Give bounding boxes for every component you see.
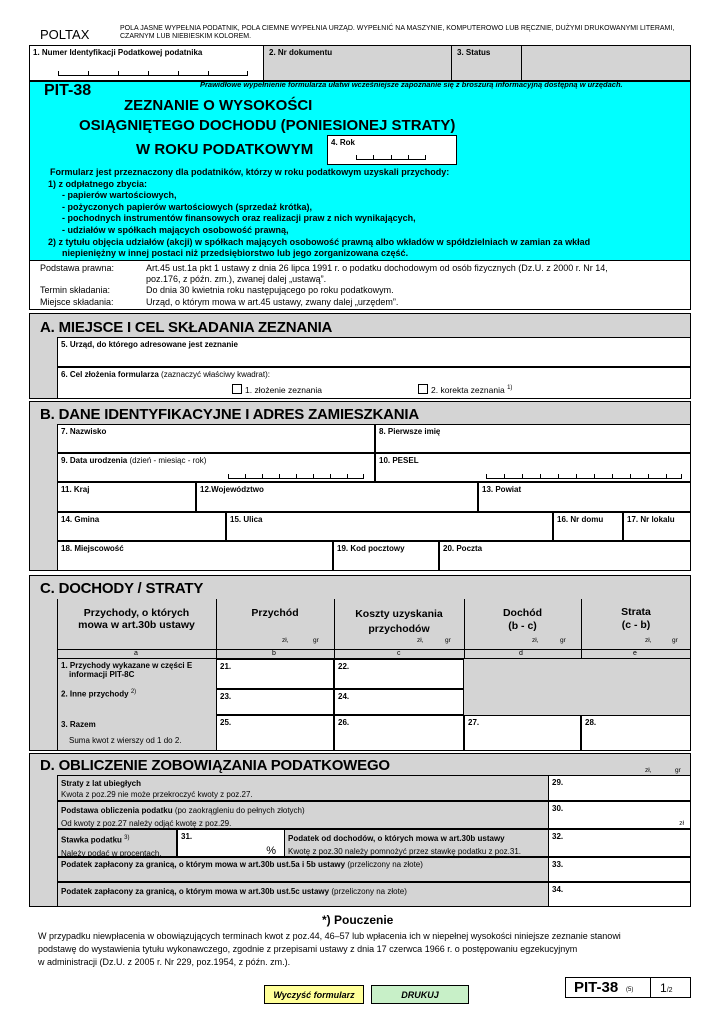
col-loss-line: Strata <box>621 606 651 618</box>
field-number: 23. <box>220 692 232 701</box>
col-costs-line: Koszty uzyskania <box>355 608 443 620</box>
birth-date-field[interactable] <box>57 453 375 482</box>
tax-base-label-text: Podstawa obliczenia podatku <box>61 806 173 815</box>
pesel-label: 10. PESEL <box>379 456 419 465</box>
currency-subunit: gr <box>672 637 678 644</box>
tax-due-label: Podatek od dochodów, o których mowa w art.30b ustawy <box>288 834 505 843</box>
row-label-line: informacji PIT-8C <box>69 670 135 679</box>
document-number-label: 2. Nr dokumentu <box>269 48 333 57</box>
commune-field[interactable] <box>57 512 226 541</box>
field-number: 26. <box>338 718 350 727</box>
option-filing[interactable] <box>232 384 322 395</box>
field-number: 25. <box>220 718 232 727</box>
county-label: 13. Powiat <box>482 485 522 494</box>
column-divider <box>216 599 217 659</box>
foreign-tax-5c-field[interactable] <box>548 882 691 907</box>
losses-note: Kwota z poz.29 nie może przekroczyć kwoty z poz.27. <box>61 790 253 799</box>
tax-base-field[interactable] <box>548 801 691 829</box>
foreign-tax-5c-hint: (przeliczony na złote) <box>331 887 407 896</box>
field-number: 27. <box>468 718 480 727</box>
currency-subunit: gr <box>675 767 681 774</box>
footer-page <box>660 981 673 995</box>
footer-divider <box>650 978 651 998</box>
currency-unit: zł, <box>282 637 289 644</box>
apartment-number-field[interactable] <box>623 512 691 541</box>
tax-due-field[interactable] <box>548 829 691 857</box>
tax-base-label <box>61 804 545 817</box>
foreign-tax-5c-label: Podatek zapłacony za granicą, o którym mowa w art.30b ust.5c ustawy <box>61 887 330 896</box>
tax-rate-field[interactable] <box>177 829 285 857</box>
footnote-marker: 1) <box>507 385 513 392</box>
col-income-line: (b - c) <box>508 620 537 632</box>
row-label-text: 3. Razem <box>61 720 96 729</box>
option-filing-label: 1. złożenie zeznania <box>245 385 323 395</box>
tax-office-field[interactable] <box>57 337 691 367</box>
field-number: 34. <box>552 885 564 894</box>
tax-base-note: Od kwoty z poz.27 należy odjąć kwotę z poz.29. <box>61 819 232 828</box>
purpose-field <box>57 367 691 399</box>
street-label: 15. Ulica <box>230 515 263 524</box>
currency-unit: zł, <box>645 767 652 774</box>
field-number: 22. <box>338 662 350 671</box>
footer-page-total: /2 <box>666 987 673 994</box>
first-name-field[interactable] <box>375 424 691 453</box>
commune-label: 14. Gmina <box>61 515 100 524</box>
clear-form-button[interactable]: Wyczyść formularz <box>264 985 364 1004</box>
post-office-label: 20. Poczta <box>443 544 483 553</box>
house-number-field[interactable] <box>553 512 623 541</box>
notice-text <box>38 930 688 969</box>
nip-label: 1. Numer Identyfikacji Podatkowej podatnika <box>33 48 203 57</box>
place-label: Miejsce składania: <box>40 297 114 307</box>
purpose-label-text: 6. Cel złożenia formularza <box>61 370 159 379</box>
intro-lead: Formularz jest przeznaczony dla podatników, którzy w roku podatkowym uzyskali przychody: <box>50 167 450 177</box>
city-label: 18. Miejscowość <box>61 544 124 553</box>
postal-code-field[interactable] <box>333 541 439 571</box>
intro-text <box>40 167 690 260</box>
footer-code-box <box>565 977 691 998</box>
percent-sign: % <box>266 845 276 857</box>
surname-label: 7. Nazwisko <box>61 427 107 436</box>
tax-office-label: 5. Urząd, do którego adresowane jest zeznanie <box>61 340 238 349</box>
field-number: 29. <box>552 778 564 787</box>
foreign-tax-5a-hint: (przeliczony na złote) <box>347 860 423 869</box>
term-text: Do dnia 30 kwietnia roku następującego po roku podatkowym. <box>146 285 394 295</box>
status-label: 3. Status <box>457 48 491 57</box>
country-field[interactable] <box>57 482 196 512</box>
row-note: Suma kwot z wierszy od 1 do 2. <box>69 736 182 745</box>
post-office-field[interactable] <box>439 541 691 571</box>
column-letter: b <box>272 650 276 657</box>
legal-basis-line: poz.176, z późn. zm.), zwanej dalej „ustawą”. <box>146 274 327 284</box>
print-button[interactable]: DRUKUJ <box>371 985 469 1004</box>
section-b-title: B. DANE IDENTYFIKACYJNE I ADRES ZAMIESZKANIA <box>40 406 420 423</box>
col-source-header <box>57 599 216 649</box>
foreign-tax-5a-label: Podatek zapłacony za granicą, o którym mowa w art.30b ust.5a i 5b ustawy <box>61 860 346 869</box>
revenue-total-field[interactable] <box>216 715 334 751</box>
brand: POLTAX <box>40 27 90 42</box>
col-loss-line: (c - b) <box>621 619 651 631</box>
col-source-line: Przychody, o których <box>83 607 190 619</box>
voivodeship-field[interactable] <box>196 482 478 512</box>
losses-row <box>57 775 548 801</box>
tax-due-row <box>285 829 548 857</box>
option-correction-label: 2. korekta zeznania <box>431 385 505 395</box>
notice-line: w administracji (Dz.U. z 2005 r. Nr 229, poz.1954, z późn. zm.). <box>38 957 291 967</box>
county-field[interactable] <box>478 482 691 512</box>
footnote-marker: 3) <box>124 835 130 841</box>
foreign-tax-5a-row <box>57 857 548 882</box>
house-number-label: 16. Nr domu <box>557 515 604 524</box>
header-divider <box>451 45 452 81</box>
tax-rate-label <box>61 832 173 847</box>
term-label: Termin składania: <box>40 285 111 295</box>
income-table <box>57 599 691 751</box>
tax-base-hint: (po zaokrągleniu do pełnych złotych) <box>174 806 305 815</box>
revenue-pit8c-field[interactable] <box>216 659 334 689</box>
checkbox-filing[interactable] <box>232 384 242 394</box>
checkbox-correction[interactable] <box>418 384 428 394</box>
col-costs-line: przychodów <box>368 623 430 635</box>
row-label-line: 1. Przychody wykazane w części E <box>61 661 193 670</box>
purpose-label <box>58 368 690 381</box>
column-letter: d <box>519 650 523 657</box>
birth-date-label <box>58 454 374 467</box>
footer-form-code: PIT-38 <box>574 979 619 996</box>
purpose-hint: (zaznaczyć właściwy kwadrat): <box>161 370 270 379</box>
pesel-field[interactable] <box>375 453 691 482</box>
intro-bullet: - papierów wartościowych, <box>62 190 177 201</box>
field-number: 28. <box>585 718 597 727</box>
column-letters-row <box>57 649 691 659</box>
voivodeship-label: 12.Województwo <box>200 485 264 494</box>
footer-version: (5) <box>626 987 634 993</box>
tax-base-row <box>57 801 548 829</box>
first-name-label: 8. Pierwsze imię <box>379 427 441 436</box>
intro-bullet: - pochodnych instrumentów finansowych oraz realizacji praw z nich wynikających, <box>62 213 416 224</box>
title-line-2: OSIĄGNIĘTEGO DOCHODU (PONIESIONEJ STRATY) <box>79 117 456 134</box>
row-pit8c-label <box>57 659 216 686</box>
row-total-label <box>57 715 216 751</box>
legal-basis-line: Art.45 ust.1a pkt 1 ustawy z dnia 26 lipca 1991 r. o podatku dochodowym od osób fizycznych (Dz.U. z 2000 r. Nr 14, <box>146 263 608 273</box>
row-label-text: 2. Inne przychody <box>61 689 129 699</box>
postal-code-label: 19. Kod pocztowy <box>337 544 405 553</box>
currency-subunit: gr <box>560 637 566 644</box>
costs-other-field[interactable] <box>334 689 464 715</box>
losses-label: Straty z lat ubiegłych <box>61 779 142 788</box>
col-source-line: mowa w art.30b ustawy <box>78 619 195 631</box>
tax-due-note: Kwotę z poz.30 należy pomnożyć przez stawkę podatku z poz.31. <box>288 847 522 856</box>
footer-page-number: 1 <box>660 981 667 995</box>
apartment-number-label: 17. Nr lokalu <box>627 515 675 524</box>
currency-unit: zł, <box>532 637 539 644</box>
section-d-title: D. OBLICZENIE ZOBOWIĄZANIA PODATKOWEGO <box>40 757 390 774</box>
footnote-marker: 2) <box>130 689 137 695</box>
row-other-label <box>57 687 216 714</box>
field-number: 30. <box>552 804 564 813</box>
currency-subunit: gr <box>445 637 451 644</box>
year-field[interactable] <box>327 135 457 165</box>
column-divider <box>581 599 582 659</box>
notice-line: podstawę do wystawienia tytułu wykonawczego, zgodnie z przepisami ustawy z dnia 17 czerwca 1966 r. o postępowaniu egzekucyjnym <box>38 944 578 954</box>
currency-subunit: gr <box>313 637 319 644</box>
legal-basis-label: Podstawa prawna: <box>40 263 115 273</box>
field-number: 21. <box>220 662 232 671</box>
form-code: PIT-38 <box>44 82 92 99</box>
column-divider <box>57 599 58 751</box>
intro-point-2: 2) z tytułu objęcia udziałów (akcji) w spółkach mających osobowość prawną albo wkładów w spółdzielniach w zamian za wkład <box>48 236 591 247</box>
costs-pit8c-field[interactable] <box>334 659 464 689</box>
notice-line: W przypadku niewpłacenia w obowiązujących terminach kwot z poz.44, 46–57 lub wpłacenia ich w niepełnej wysokości niniejsze zeznanie stanowi <box>38 931 621 941</box>
loss-total-field[interactable] <box>581 715 691 751</box>
surname-field[interactable] <box>57 424 375 453</box>
field-number: 31. <box>181 832 193 841</box>
losses-field[interactable] <box>548 775 691 801</box>
field-number: 33. <box>552 860 564 869</box>
currency-unit: zł <box>679 820 684 827</box>
intro-point-2-cont: niepieniężny w innej postaci niż przedsiębiorstwo lub jego zorganizowana część. <box>62 248 409 259</box>
column-divider <box>464 599 465 659</box>
tax-rate-row <box>57 829 177 857</box>
currency-unit: zł, <box>417 637 424 644</box>
year-comb <box>356 156 426 160</box>
col-income-line: Dochód <box>502 607 543 619</box>
col-revenue-line: Przychód <box>251 607 299 619</box>
header-instruction: POLA JASNE WYPEŁNIA PODATNIK, POLA CIEMNE WYPEŁNIA URZĄD. WYPEŁNIĆ NA MASZYNIE, KOMPUTEROWO LUB RĘCZNIE, DUŻYMI DRUKOWANYMI LITERAMI, CZARNYM LUB NIEBIESKIM KOLOREM. <box>120 25 675 40</box>
field-number: 32. <box>552 832 564 841</box>
currency-unit: zł, <box>645 637 652 644</box>
column-divider <box>334 599 335 659</box>
nip-field[interactable] <box>29 45 264 81</box>
intro-bullet: - udziałów w spółkach mających osobowość prawną, <box>62 224 289 235</box>
costs-total-field[interactable] <box>334 715 464 751</box>
pesel-comb <box>486 475 682 479</box>
foreign-tax-5a-field[interactable] <box>548 857 691 882</box>
title-line-3: W ROKU PODATKOWYM <box>136 141 314 158</box>
foreign-tax-5c-row <box>57 882 548 907</box>
header-divider <box>521 45 522 81</box>
revenue-other-field[interactable] <box>216 689 334 715</box>
intro-bullet: - pożyczonych papierów wartościowych (sprzedaż krótka), <box>62 201 313 212</box>
advice-text: Prawidłowe wypełnienie formularza ułatwi wcześniejsze zapoznanie się z broszurą informacyjną dostępną w urzędach. <box>200 80 623 89</box>
place-text: Urząd, o którym mowa w art.45 ustawy, zwany dalej „urzędem”. <box>146 297 399 307</box>
income-total-field[interactable] <box>464 715 581 751</box>
birth-date-comb <box>228 475 364 479</box>
intro-point-1: 1) z odpłatnego zbycia: <box>48 178 148 189</box>
option-correction[interactable] <box>418 384 512 395</box>
column-letter: c <box>397 650 401 657</box>
tax-rate-note: Należy podać w procentach. <box>61 848 162 858</box>
section-a-title: A. MIEJSCE I CEL SKŁADANIA ZEZNANIA <box>40 319 333 336</box>
notice-title: *) Pouczenie <box>322 913 394 927</box>
field-number: 24. <box>338 692 350 701</box>
city-field[interactable] <box>57 541 333 571</box>
section-c-title: C. DOCHODY / STRATY <box>40 580 204 597</box>
column-letter: e <box>633 650 637 657</box>
street-field[interactable] <box>226 512 553 541</box>
country-label: 11. Kraj <box>61 485 90 494</box>
legal-basis-text <box>146 263 608 285</box>
tax-rate-label-text: Stawka podatku <box>61 835 122 845</box>
column-letter: a <box>134 650 138 657</box>
nip-comb <box>58 72 248 76</box>
year-label: 4. Rok <box>331 138 356 147</box>
birth-date-hint: (dzień - miesiąc - rok) <box>129 456 207 465</box>
title-line-1: ZEZNANIE O WYSOKOŚCI <box>124 97 313 114</box>
birth-date-label-text: 9. Data urodzenia <box>61 456 128 465</box>
